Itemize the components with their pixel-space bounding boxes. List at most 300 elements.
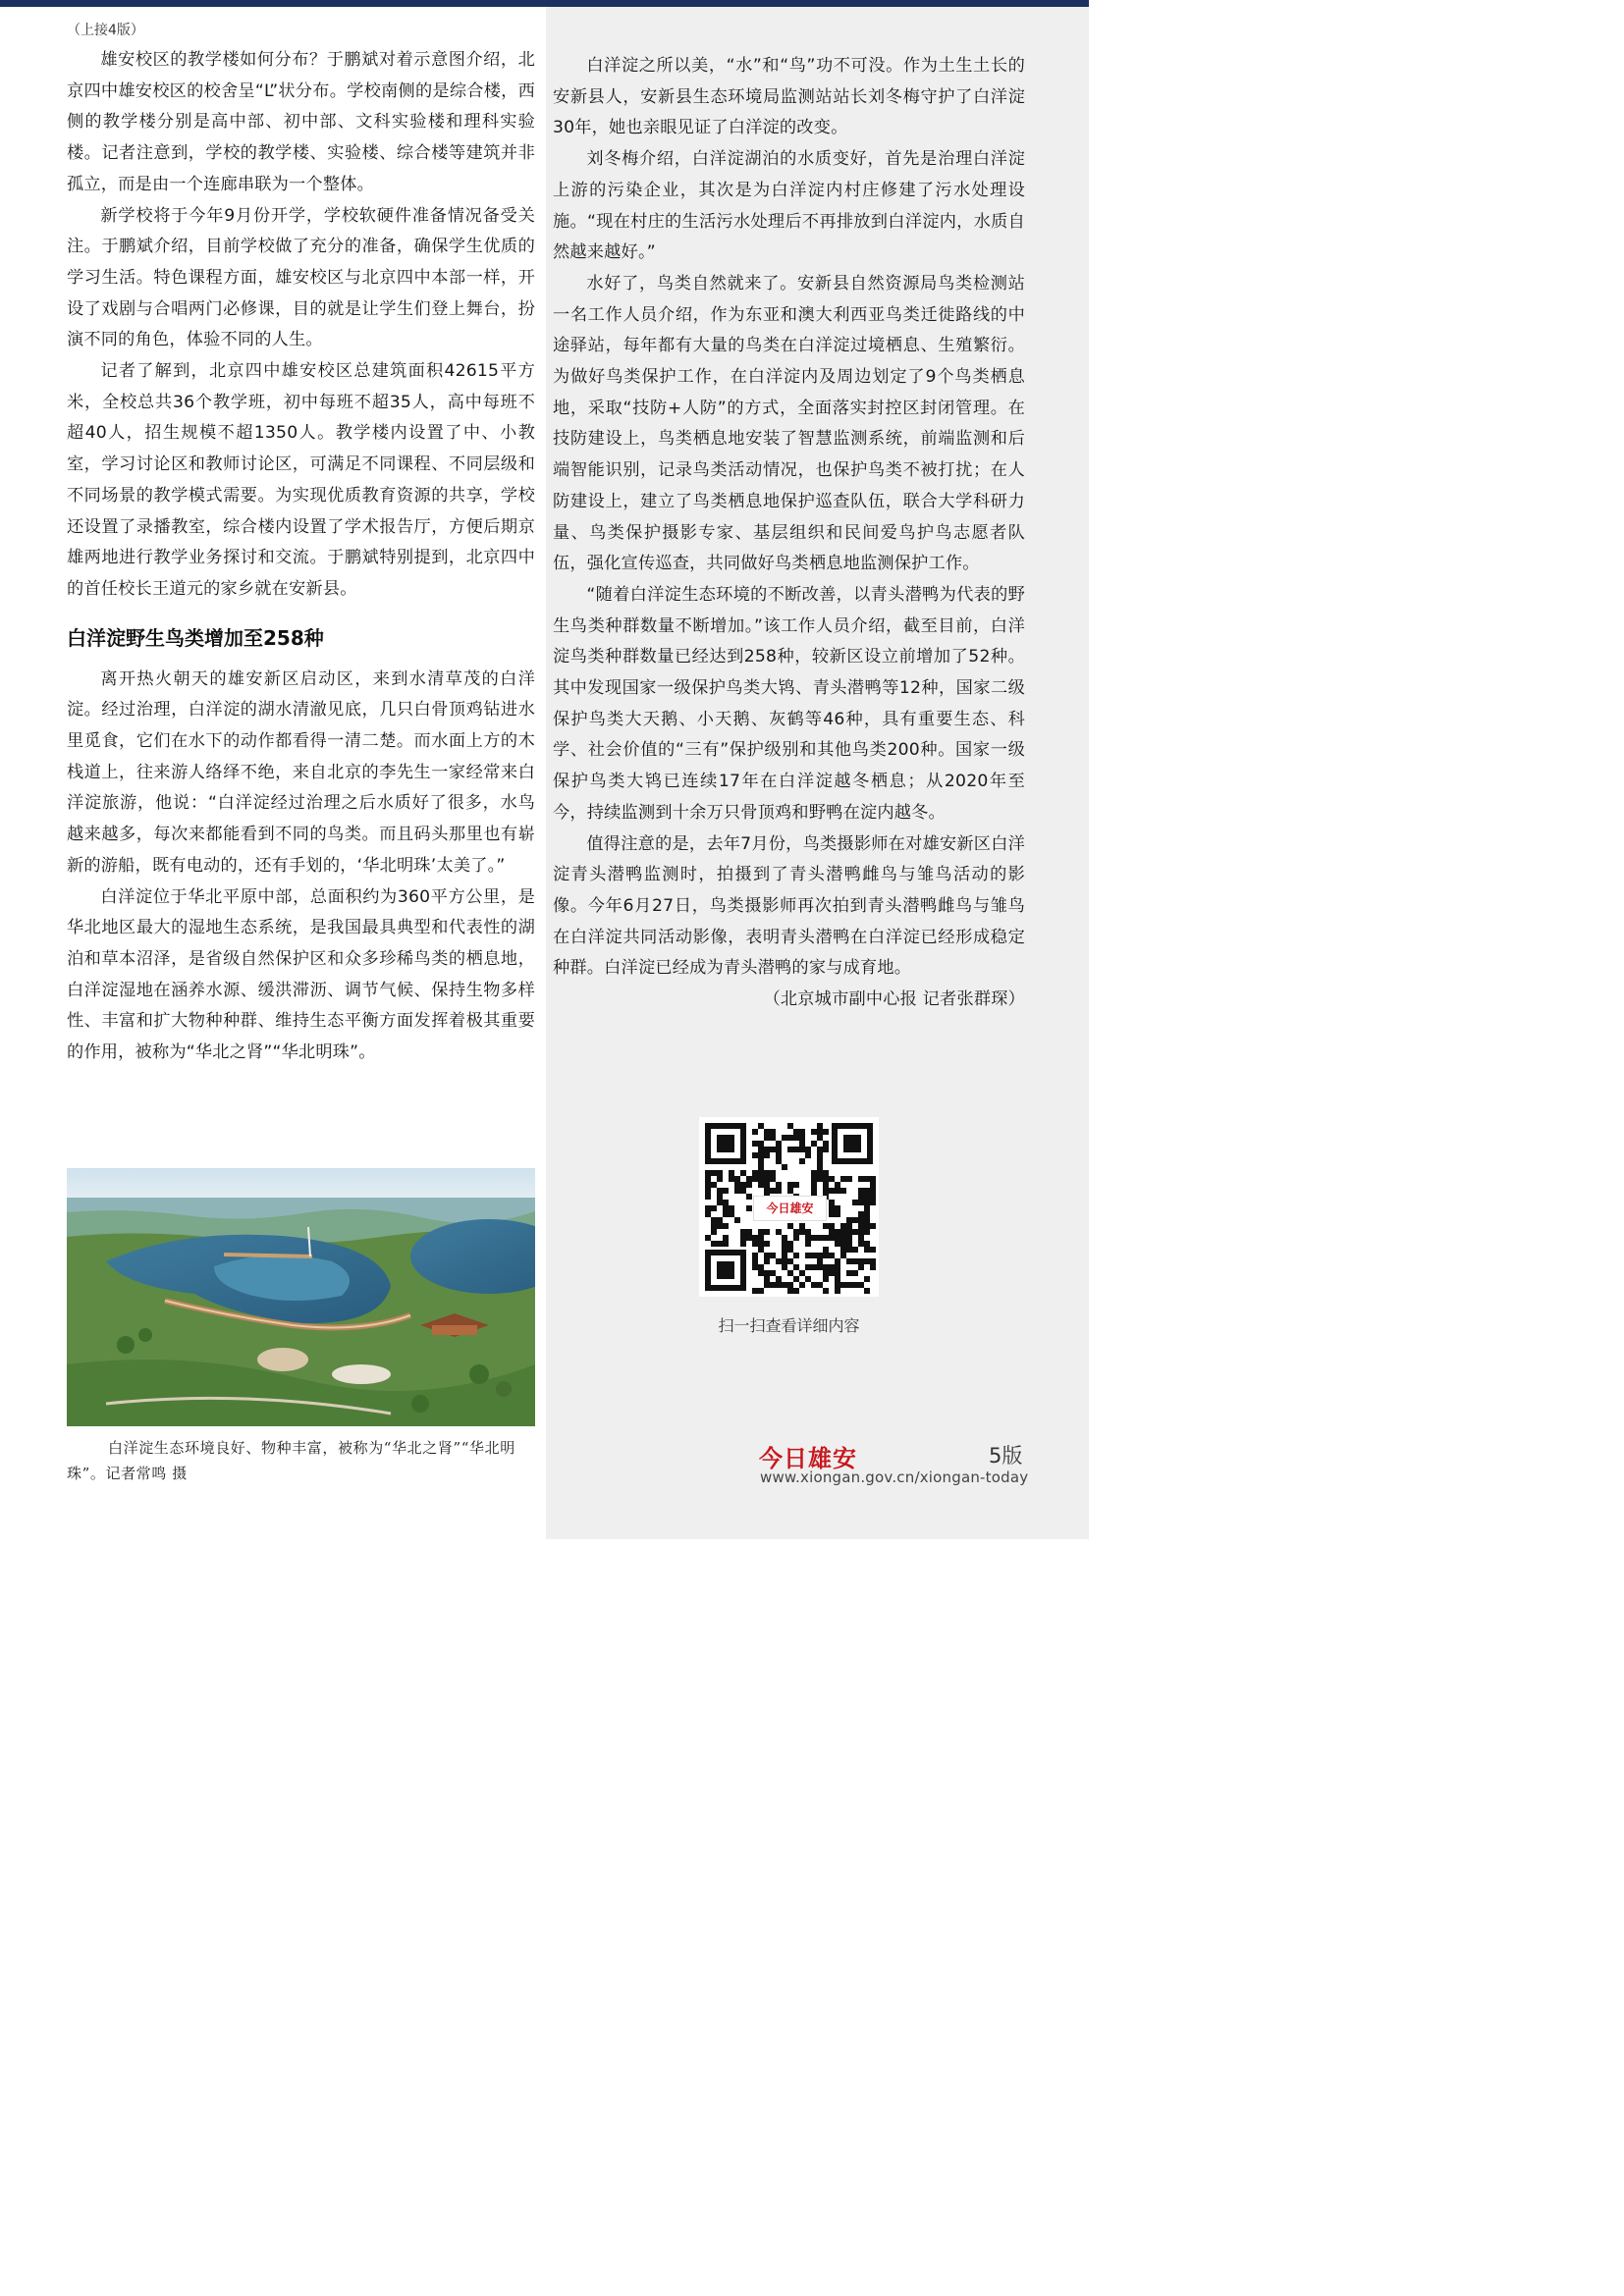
qr-module <box>776 1158 782 1164</box>
qr-module <box>729 1205 734 1211</box>
qr-module <box>805 1241 811 1247</box>
baiyangdian-aerial-photo <box>67 1168 535 1426</box>
qr-module <box>787 1282 793 1288</box>
top-bar <box>0 0 1089 7</box>
qr-module <box>858 1188 864 1194</box>
qr-module <box>852 1270 858 1276</box>
qr-module <box>776 1182 782 1188</box>
qr-module <box>734 1176 740 1182</box>
qr-module <box>752 1288 758 1294</box>
qr-module <box>829 1200 835 1205</box>
qr-module <box>752 1253 758 1258</box>
qr-module <box>734 1188 740 1194</box>
paragraph: 刘冬梅介绍，白洋淀湖泊的水质变好，首先是治理白洋淀上游的污染企业，其次是为白洋淀内村庄修建了污水处理设施。“现在村庄的生活污水处理后不再排放到白洋淀内，水质自然越来越好。” <box>553 149 1025 263</box>
qr-module <box>787 1188 793 1194</box>
qr-module <box>793 1135 799 1141</box>
qr-module <box>776 1258 782 1264</box>
qr-module <box>758 1235 764 1241</box>
qr-module <box>770 1270 776 1276</box>
qr-module <box>723 1188 729 1194</box>
qr-module <box>782 1164 787 1170</box>
qr-module <box>799 1141 805 1147</box>
qr-module <box>835 1182 840 1188</box>
qr-module <box>864 1200 870 1205</box>
qr-module <box>829 1188 835 1194</box>
qr-caption: 扫一扫查看详细内容 <box>718 1316 860 1335</box>
qr-module <box>846 1229 852 1235</box>
qr-module <box>793 1147 799 1152</box>
qr-module <box>805 1276 811 1282</box>
qr-module <box>758 1141 764 1147</box>
qr-module <box>870 1188 876 1194</box>
qr-module <box>829 1270 835 1276</box>
qr-module <box>817 1152 823 1158</box>
qr-module <box>793 1276 799 1282</box>
qr-module <box>758 1229 764 1235</box>
qr-module <box>870 1258 876 1264</box>
qr-module <box>852 1229 858 1235</box>
qr-module <box>758 1264 764 1270</box>
qr-module <box>805 1253 811 1258</box>
qr-module <box>782 1253 787 1258</box>
qr-module <box>758 1152 764 1158</box>
qr-module <box>723 1211 729 1217</box>
qr-module <box>823 1182 829 1188</box>
qr-module <box>729 1170 734 1176</box>
qr-module <box>829 1229 835 1235</box>
qr-module <box>770 1147 776 1152</box>
qr-module <box>758 1170 764 1176</box>
qr-module <box>752 1152 758 1158</box>
qr-module <box>817 1129 823 1135</box>
qr-module <box>846 1217 852 1223</box>
qr-module <box>764 1188 770 1194</box>
qr-module <box>846 1235 852 1241</box>
qr-module <box>782 1241 787 1247</box>
byline-credit: （北京城市副中心报 记者张群琛） <box>763 989 1025 1010</box>
qr-module <box>858 1217 864 1223</box>
qr-module <box>858 1264 864 1270</box>
qr-module <box>746 1182 752 1188</box>
qr-module <box>870 1194 876 1200</box>
qr-module <box>776 1147 782 1152</box>
qr-module <box>817 1170 823 1176</box>
qr-module <box>870 1247 876 1253</box>
qr-module <box>764 1241 770 1247</box>
page-number: 5版 <box>989 1444 1023 1468</box>
qr-module <box>823 1247 829 1253</box>
qr-module <box>782 1247 787 1253</box>
qr-module <box>864 1247 870 1253</box>
qr-module <box>793 1129 799 1135</box>
qr-module <box>811 1170 817 1176</box>
paragraph: 白洋淀之所以美，“水”和“鸟”功不可没。作为土生土长的安新县人，安新县生态环境局监测站站长刘冬梅守护了白洋淀30年，她也亲眼见证了白洋淀的改变。 <box>553 56 1025 138</box>
qr-module <box>840 1282 846 1288</box>
qr-module <box>782 1135 787 1141</box>
qr-module <box>811 1129 817 1135</box>
qr-module <box>729 1176 734 1182</box>
qr-module <box>870 1176 876 1182</box>
paragraph: “随着白洋淀生态环境的不断改善，以青头潜鸭为代表的野生鸟类种群数量不断增加。”该工作人员介绍，截至目前，白洋淀鸟类种群数量已经达到258种，较新区设立前增加了52种。其中发现国家一级保护鸟类大鸨、青头潜鸭等12种，国家二级保护鸟类大天鹅、小天鹅、灰鹤等46种，具有重要生态、科学、社会价值的“三有”保护级别和其他鸟类200种。国家一级保护鸟类大鸨已连续17年在白洋淀越冬栖息；从2020年至今，持续监测到十余万只骨顶鸡和野鸭在淀内越冬。 <box>553 584 1025 823</box>
paragraph: 记者了解到，北京四中雄安校区总建筑面积42615平方米，全校总共36个教学班，初中每班不超35人，高中每班不超40人，招生规模不超1350人。教学楼内设置了中、小教室，学习讨论区和教师讨论区，可满足不同课程、不同层级和不同场景的教学模式需要。为实现优质教育资源的共享，学校还设置了录播教室，综合楼内设置了学术报告厅，方便后期京雄两地进行教学业务探讨和交流。于鹏斌特别提到，北京四中的首任校长王道元的家乡就在安新县。 <box>67 361 535 599</box>
qr-module <box>811 1182 817 1188</box>
qr-module <box>835 1270 840 1276</box>
qr-module <box>787 1223 793 1229</box>
qr-module <box>723 1205 729 1211</box>
qr-module <box>758 1247 764 1253</box>
qr-module <box>705 1194 711 1200</box>
section-heading: 白洋淀野生鸟类增加至258种 <box>67 625 324 650</box>
qr-module <box>705 1182 711 1188</box>
qr-module <box>817 1282 823 1288</box>
qr-module <box>858 1235 864 1241</box>
qr-module <box>758 1182 764 1188</box>
qr-module <box>864 1276 870 1282</box>
photo-caption: 白洋淀生态环境良好、物种丰富，被称为“华北之肾”“华北明珠”。记者常鸣 摄 <box>67 1439 515 1482</box>
qr-module <box>758 1176 764 1182</box>
qr-module <box>864 1211 870 1217</box>
qr-module <box>858 1258 864 1264</box>
qr-module <box>817 1258 823 1264</box>
qr-module <box>717 1241 723 1247</box>
qr-module <box>852 1200 858 1205</box>
qr-module <box>823 1129 829 1135</box>
qr-module <box>793 1235 799 1241</box>
qr-module <box>764 1176 770 1182</box>
qr-module <box>852 1217 858 1223</box>
qr-module <box>864 1205 870 1211</box>
qr-module <box>752 1264 758 1270</box>
qr-module <box>711 1241 717 1247</box>
qr-module <box>717 1188 723 1194</box>
qr-module <box>746 1194 752 1200</box>
qr-module <box>770 1253 776 1258</box>
qr-module <box>723 1223 729 1229</box>
qr-module <box>758 1164 764 1170</box>
qr-module <box>858 1241 864 1247</box>
qr-module <box>799 1229 805 1235</box>
qr-module <box>746 1176 752 1182</box>
qr-module <box>846 1270 852 1276</box>
qr-module <box>787 1241 793 1247</box>
qr-module <box>764 1276 770 1282</box>
qr-module <box>758 1288 764 1294</box>
qr-module <box>770 1135 776 1141</box>
qr-center-logo: 今日雄安 <box>753 1196 827 1221</box>
qr-module <box>799 1158 805 1164</box>
qr-module <box>717 1176 723 1182</box>
qr-module <box>723 1235 729 1241</box>
qr-module <box>846 1176 852 1182</box>
qr-module <box>829 1264 835 1270</box>
qr-module <box>846 1223 852 1229</box>
qr-module <box>805 1264 811 1270</box>
qr-module <box>782 1235 787 1241</box>
qr-module <box>717 1194 723 1200</box>
qr-module <box>835 1276 840 1282</box>
qr-module <box>817 1176 823 1182</box>
qr-module <box>835 1282 840 1288</box>
qr-module <box>793 1264 799 1270</box>
qr-module <box>829 1235 835 1241</box>
qr-finder-top-right <box>832 1123 873 1164</box>
qr-module <box>717 1223 723 1229</box>
qr-module <box>764 1229 770 1235</box>
qr-module <box>852 1258 858 1264</box>
qr-module <box>717 1200 723 1205</box>
qr-module <box>787 1270 793 1276</box>
qr-module <box>758 1147 764 1152</box>
qr-module <box>793 1182 799 1188</box>
qr-module <box>752 1258 758 1264</box>
qr-module <box>823 1264 829 1270</box>
qr-module <box>758 1158 764 1164</box>
qr-module <box>717 1170 723 1176</box>
qr-module <box>811 1264 817 1270</box>
qr-module <box>758 1123 764 1129</box>
qr-module <box>823 1253 829 1258</box>
qr-module <box>811 1235 817 1241</box>
qr-module <box>734 1182 740 1188</box>
qr-module <box>817 1158 823 1164</box>
qr-module <box>799 1147 805 1152</box>
qr-module <box>782 1258 787 1264</box>
qr-module <box>858 1194 864 1200</box>
qr-module <box>782 1282 787 1288</box>
qr-module <box>740 1229 746 1235</box>
footer-brand-logo: 今日雄安 <box>759 1444 857 1472</box>
qr-module <box>823 1276 829 1282</box>
qr-module <box>752 1170 758 1176</box>
qr-module <box>823 1188 829 1194</box>
qr-module <box>858 1211 864 1217</box>
qr-module <box>776 1282 782 1288</box>
qr-module <box>723 1241 729 1247</box>
qr-module <box>740 1235 746 1241</box>
qr-module <box>764 1258 770 1264</box>
paragraph: 值得注意的是，去年7月份，鸟类摄影师在对雄安新区白洋淀青头潜鸭监测时，拍摄到了青头潜鸭雌鸟与雏鸟活动的影像。今年6月27日，鸟类摄影师再次拍到青头潜鸭雌鸟与雏鸟在白洋淀共同活动影像，表明青头潜鸭在白洋淀已经形成稳定种群。白洋淀已经成为青头潜鸭的家与成育地。 <box>553 833 1025 979</box>
qr-module <box>758 1270 764 1276</box>
qr-module <box>864 1241 870 1247</box>
paragraph: 雄安校区的教学楼如何分布？于鹏斌对着示意图介绍，北京四中雄安校区的校舍呈“L”状分布。学校南侧的是综合楼，西侧的教学楼分别是高中部、初中部、文科实验楼和理科实验楼。记者注意到，学校的教学楼、实验楼、综合楼等建筑并非孤立，而是由一个连廊串联为一个整体。 <box>67 50 535 194</box>
qr-module <box>764 1253 770 1258</box>
qr-module <box>823 1147 829 1152</box>
qr-module <box>782 1264 787 1270</box>
qr-module <box>711 1170 717 1176</box>
qr-module <box>835 1264 840 1270</box>
qr-module <box>817 1147 823 1152</box>
qr-module <box>770 1170 776 1176</box>
qr-module <box>829 1211 835 1217</box>
qr-module <box>864 1217 870 1223</box>
qr-module <box>799 1282 805 1288</box>
qr-finder-bottom-left <box>705 1250 746 1291</box>
qr-module <box>823 1270 829 1276</box>
qr-module <box>770 1129 776 1135</box>
qr-module <box>793 1288 799 1294</box>
qr-module <box>858 1176 864 1182</box>
qr-module <box>823 1141 829 1147</box>
qr-module <box>817 1164 823 1170</box>
qr-module <box>823 1176 829 1182</box>
qr-module <box>829 1253 835 1258</box>
qr-module <box>805 1229 811 1235</box>
qr-module <box>840 1223 846 1229</box>
qr-module <box>811 1253 817 1258</box>
qr-module <box>776 1229 782 1235</box>
qr-module <box>858 1223 864 1229</box>
qr-module <box>835 1229 840 1235</box>
qr-module <box>846 1282 852 1288</box>
qr-module <box>764 1152 770 1158</box>
qr-module <box>776 1188 782 1194</box>
qr-module <box>870 1223 876 1229</box>
qr-module <box>770 1176 776 1182</box>
qr-module <box>787 1123 793 1129</box>
paragraph: 新学校将于今年9月份开学，学校软硬件准备情况备受关注。于鹏斌介绍，目前学校做了充分的准备，确保学生优质的学习生活。特色课程方面，雄安校区与北京四中本部一样，开设了戏剧与合唱两门必修课，目的就是让学生们登上舞台，扮演不同的角色，体验不同的人生。 <box>67 205 535 350</box>
footer-url[interactable]: www.xiongan.gov.cn/xiongan-today <box>760 1468 1029 1486</box>
qr-module <box>764 1147 770 1152</box>
qr-module <box>746 1235 752 1241</box>
qr-module <box>840 1176 846 1182</box>
qr-module <box>805 1235 811 1241</box>
qr-module <box>799 1135 805 1141</box>
qr-module <box>817 1264 823 1270</box>
qr-code[interactable] <box>699 1117 879 1297</box>
qr-module <box>835 1211 840 1217</box>
qr-module <box>817 1235 823 1241</box>
qr-module <box>811 1282 817 1288</box>
qr-module <box>717 1217 723 1223</box>
qr-module <box>823 1235 829 1241</box>
qr-module <box>734 1217 740 1223</box>
qr-module <box>723 1200 729 1205</box>
qr-module <box>740 1188 746 1194</box>
qr-module <box>805 1152 811 1158</box>
qr-module <box>752 1235 758 1241</box>
qr-module <box>752 1141 758 1147</box>
qr-module <box>776 1276 782 1282</box>
qr-module <box>858 1282 864 1288</box>
qr-module <box>835 1258 840 1264</box>
qr-module <box>823 1170 829 1176</box>
qr-module <box>793 1253 799 1258</box>
qr-module <box>758 1241 764 1247</box>
qr-module <box>835 1241 840 1247</box>
qr-module <box>740 1241 746 1247</box>
qr-module <box>805 1147 811 1152</box>
qr-module <box>776 1152 782 1158</box>
qr-module <box>846 1241 852 1247</box>
qr-module <box>711 1229 717 1235</box>
qr-module <box>823 1223 829 1229</box>
qr-module <box>811 1188 817 1194</box>
qr-module <box>835 1235 840 1241</box>
qr-module <box>799 1223 805 1229</box>
qr-module <box>870 1200 876 1205</box>
qr-module <box>799 1129 805 1135</box>
qr-module <box>705 1211 711 1217</box>
qr-module <box>740 1170 746 1176</box>
qr-module <box>764 1135 770 1141</box>
qr-module <box>835 1205 840 1211</box>
qr-module <box>852 1282 858 1288</box>
qr-module <box>729 1211 734 1217</box>
qr-module <box>840 1188 846 1194</box>
qr-module <box>864 1176 870 1182</box>
qr-module <box>811 1141 817 1147</box>
qr-module <box>864 1223 870 1229</box>
qr-module <box>787 1135 793 1141</box>
qr-module <box>787 1147 793 1152</box>
qr-module <box>823 1288 829 1294</box>
qr-finder-top-left <box>705 1123 746 1164</box>
qr-module <box>840 1247 846 1253</box>
qr-module <box>705 1170 711 1176</box>
qr-module <box>858 1229 864 1235</box>
qr-module <box>793 1229 799 1235</box>
qr-module <box>764 1182 770 1188</box>
qr-module <box>840 1235 846 1241</box>
qr-module <box>776 1141 782 1147</box>
qr-module <box>764 1129 770 1135</box>
qr-module <box>711 1182 717 1188</box>
qr-module <box>829 1223 835 1229</box>
qr-module <box>770 1282 776 1288</box>
qr-module <box>746 1205 752 1211</box>
qr-module <box>840 1229 846 1235</box>
continued-note: （上接4版） <box>67 23 144 38</box>
qr-module <box>840 1253 846 1258</box>
qr-module <box>846 1258 852 1264</box>
qr-module <box>811 1176 817 1182</box>
qr-module <box>711 1205 717 1211</box>
qr-module <box>764 1170 770 1176</box>
qr-module <box>787 1288 793 1294</box>
qr-module <box>787 1182 793 1188</box>
qr-module <box>864 1229 870 1235</box>
qr-module <box>846 1247 852 1253</box>
qr-module <box>864 1194 870 1200</box>
qr-module <box>705 1188 711 1194</box>
qr-module <box>752 1241 758 1247</box>
qr-module <box>835 1288 840 1294</box>
qr-module <box>864 1258 870 1264</box>
qr-module <box>787 1258 793 1264</box>
qr-module <box>858 1200 864 1205</box>
qr-module <box>864 1288 870 1294</box>
qr-module <box>711 1217 717 1223</box>
qr-module <box>705 1235 711 1241</box>
qr-module <box>817 1135 823 1141</box>
qr-module <box>829 1205 835 1211</box>
qr-module <box>864 1188 870 1194</box>
paragraph: 白洋淀位于华北平原中部，总面积约为360平方公里，是华北地区最大的湿地生态系统，是我国最具典型和代表性的湖泊和草本沼泽，是省级自然保护区和众多珍稀鸟类的栖息地，白洋淀湿地在涵养水源、缓洪滞沥、调节气候、保持生物多样性、丰富和扩大物种种群、维持生态平衡方面发挥着极其重要的作用，被称为“华北之肾”“华北明珠”。 <box>67 886 535 1063</box>
qr-module <box>829 1176 835 1182</box>
qr-module <box>787 1247 793 1253</box>
right-column <box>553 51 1025 1016</box>
qr-module <box>840 1241 846 1247</box>
qr-module <box>752 1176 758 1182</box>
qr-module <box>835 1188 840 1194</box>
paragraph: 水好了，鸟类自然就来了。安新县自然资源局鸟类检测站一名工作人员介绍，作为东亚和澳大利西亚鸟类迁徙路线的中途驿站，每年都有大量的鸟类在白洋淀过境栖息、生殖繁衍。为做好鸟类保护工作，在白洋淀内及周边划定了9个鸟类栖息地，采取“技防+人防”的方式，全面落实封控区封闭管理。在技防建设上，鸟类栖息地安装了智慧监测系统，前端监测和后端智能识别，记录鸟类活动情况，也保护鸟类不被打扰；在人防建设上，建立了鸟类栖息地保护巡查队伍，联合大学科研力量、鸟类保护摄影专家、基层组织和民间爱鸟护鸟志愿者队伍，强化宣传巡查，共同做好鸟类栖息地监测保护工作。 <box>553 273 1025 574</box>
qr-module <box>870 1264 876 1270</box>
qr-module <box>770 1188 776 1194</box>
qr-module <box>870 1182 876 1188</box>
qr-module <box>740 1182 746 1188</box>
paragraph: 离开热火朝天的雄安新区启动区，来到水清草茂的白洋淀。经过治理，白洋淀的湖水清澈见底，几只白骨顶鸡钻进水里觅食，它们在水下的动作都看得一清二楚。而水面上方的木栈道上，往来游人络绎不绝，来自北京的李先生一家经常来白洋淀旅游，他说：“白洋淀经过治理之后水质好了很多，水鸟越来越多，每次来都能看到不同的鸟类。而且码头那里也有崭新的游船，既有电动的，还有手划的，‘华北明珠’太美了。” <box>67 668 535 876</box>
qr-module <box>711 1223 717 1229</box>
